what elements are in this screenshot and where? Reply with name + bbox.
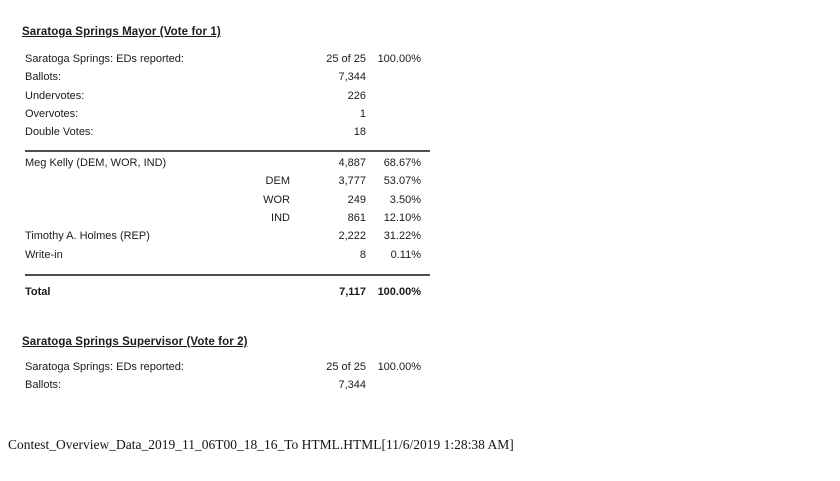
stat-row bbox=[25, 50, 421, 68]
stat-value: 18 bbox=[353, 126, 366, 139]
page-footer: Contest_Overview_Data_2019_11_06T00_18_16_To HTML.HTML[11/6/2019 1:28:38 AM] bbox=[8, 437, 514, 452]
candidate-row bbox=[25, 245, 421, 263]
stat-label: Ballots: bbox=[25, 379, 62, 392]
stat-row bbox=[25, 105, 421, 123]
total-count: 7,117 bbox=[339, 286, 366, 299]
vote-percent: 53.07% bbox=[383, 175, 421, 188]
candidate-name: Write-in bbox=[25, 248, 63, 261]
candidate-name: Timothy A. Holmes (REP) bbox=[25, 230, 150, 243]
stat-label: Overvotes: bbox=[25, 108, 79, 121]
stat-label: Ballots: bbox=[25, 71, 62, 84]
stat-label: Saratoga Springs: EDs reported: bbox=[25, 53, 184, 66]
stat-label: Undervotes: bbox=[25, 89, 85, 102]
total-row bbox=[25, 283, 421, 301]
candidate-name: Meg Kelly (DEM, WOR, IND) bbox=[25, 157, 167, 170]
contest-2-title: Saratoga Springs Supervisor (Vote for 2) bbox=[22, 336, 248, 348]
vote-percent: 68.67% bbox=[383, 157, 421, 170]
stat-label: Double Votes: bbox=[25, 126, 94, 139]
stat-label: Saratoga Springs: EDs reported: bbox=[25, 361, 184, 374]
stat-row bbox=[25, 358, 421, 376]
contest-1-candidates bbox=[25, 154, 421, 264]
candidate-party-row bbox=[25, 172, 421, 190]
party-label: DEM bbox=[265, 175, 290, 188]
party-label: WOR bbox=[263, 193, 290, 206]
stat-value: 226 bbox=[347, 89, 366, 102]
stat-row bbox=[25, 68, 421, 86]
candidate-party-row bbox=[25, 209, 421, 227]
stat-value: 25 of 25 bbox=[326, 53, 366, 66]
stat-value: 25 of 25 bbox=[326, 361, 366, 374]
vote-percent: 31.22% bbox=[383, 230, 421, 243]
stat-value: 7,344 bbox=[338, 71, 366, 84]
divider-line bbox=[25, 274, 430, 276]
vote-count: 3,777 bbox=[338, 175, 366, 188]
stat-row bbox=[25, 87, 421, 105]
total-percent: 100.00% bbox=[377, 286, 421, 299]
vote-count: 4,887 bbox=[338, 157, 366, 170]
party-label: IND bbox=[271, 212, 290, 225]
candidate-row bbox=[25, 227, 421, 245]
contest-1-title: Saratoga Springs Mayor (Vote for 1) bbox=[22, 26, 221, 38]
vote-count: 249 bbox=[347, 193, 366, 206]
vote-percent: 0.11% bbox=[390, 248, 421, 261]
stat-percent: 100.00% bbox=[377, 361, 421, 374]
stat-row bbox=[25, 123, 421, 141]
stat-percent: 100.00% bbox=[377, 53, 421, 66]
contest-2-stats bbox=[25, 358, 421, 395]
stat-row bbox=[25, 376, 421, 394]
contest-1-total bbox=[25, 283, 421, 301]
stat-value: 7,344 bbox=[338, 379, 366, 392]
vote-count: 8 bbox=[359, 248, 366, 261]
vote-percent: 3.50% bbox=[389, 193, 421, 206]
total-label: Total bbox=[25, 286, 51, 299]
vote-percent: 12.10% bbox=[383, 212, 421, 225]
vote-count: 861 bbox=[347, 212, 366, 225]
divider-line bbox=[25, 150, 430, 152]
candidate-row bbox=[25, 154, 421, 172]
candidate-party-row bbox=[25, 191, 421, 209]
contest-1-stats bbox=[25, 50, 421, 141]
stat-value: 1 bbox=[359, 108, 366, 121]
vote-count: 2,222 bbox=[338, 230, 366, 243]
